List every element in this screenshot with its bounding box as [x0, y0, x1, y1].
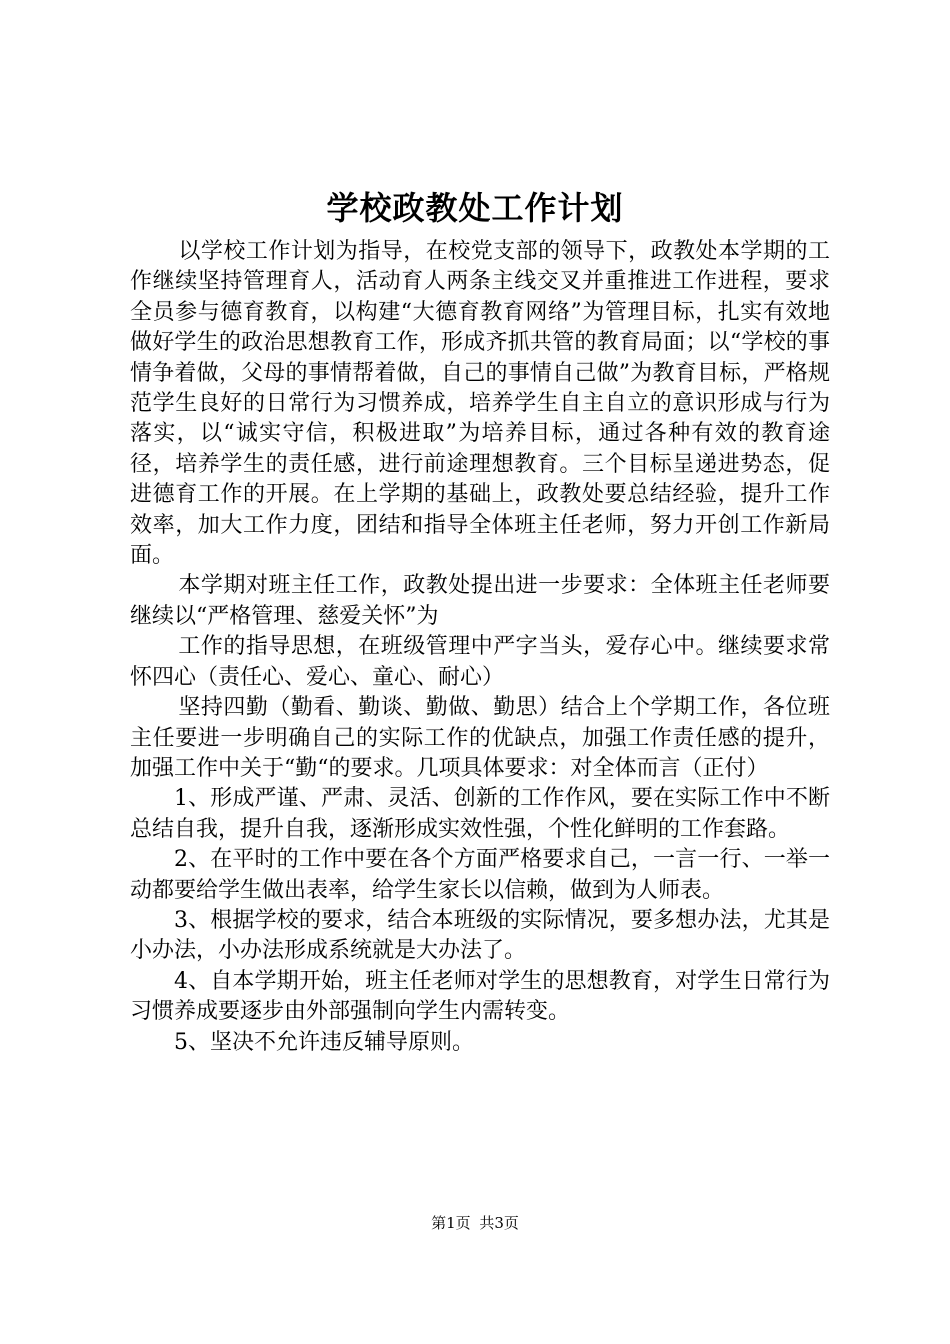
list-item-1: 1、形成严谨、严肃、灵活、创新的工作作风，要在实际工作中不断总结自我，提升自我，逐渐形成实效性强，个性化鲜明的工作套路。 — [130, 786, 830, 842]
page-number: 第1页 — [431, 1214, 471, 1232]
paragraph-requirements: 本学期对班主任工作，政教处提出进一步要求：全体班主任老师要继续以“严格管理、慈爱关怀”为 — [130, 573, 830, 629]
paragraph-four-diligence: 坚持四勤（勤看、勤谈、勤做、勤思）结合上个学期工作，各位班主任要进一步明确自己的实际工作的优缺点，加强工作责任感的提升，加强工作中关于“勤“的要求。几项具体要求：对全体而言（正付） — [130, 695, 830, 781]
paragraph-intro: 以学校工作计划为指导，在校党支部的领导下，政教处本学期的工作继续坚持管理育人，活动育人两条主线交叉并重推进工作进程，要求全员参与德育教育，以构建“大德育教育网络”为管理目标，扎实有效地做好学生的政治思想教育工作，形成齐抓共管的教育局面；以“学校的事情争着做，父母的事情帮着做，自己的事情自己做”为教育目标，严格规范学生良好的日常行为习惯养成，培养学生自主自立的意识形成与行为落实，以“诚实守信，积极进取”为培养目标，通过各种有效的教育途径，培养学生的责任感，进行前途理想教育。三个目标呈递进势态，促进德育工作的开展。在上学期的基础上，政教处要总结经验，提升工作效率，加大工作力度，团结和指导全体班主任老师，努力开创工作新局面。 — [130, 239, 830, 569]
page-total: 共3页 — [479, 1214, 519, 1232]
document-title: 学校政教处工作计划 — [326, 189, 624, 227]
page-footer — [0, 1213, 950, 1233]
list-item-5: 5、坚决不允许违反辅导原则。 — [174, 1029, 474, 1055]
list-item-3: 3、根据学校的要求，结合本班级的实际情况，要多想办法，尤其是小办法，小办法形成系统就是大办法了。 — [130, 907, 830, 964]
list-item-2: 2、在平时的工作中要在各个方面严格要求自己，一言一行、一举一动都要给学生做出表率，给学生家长以信赖，做到为人师表。 — [130, 847, 830, 903]
paragraph-guiding-thought: 工作的指导思想，在班级管理中严字当头，爱存心中。继续要求常怀四心（责任心、爱心、童心、耐心） — [130, 634, 830, 690]
list-item-4: 4、自本学期开始，班主任老师对学生的思想教育，对学生日常行为习惯养成要逐步由外部强制向学生内需转变。 — [130, 968, 830, 1025]
document-body — [130, 237, 830, 1058]
